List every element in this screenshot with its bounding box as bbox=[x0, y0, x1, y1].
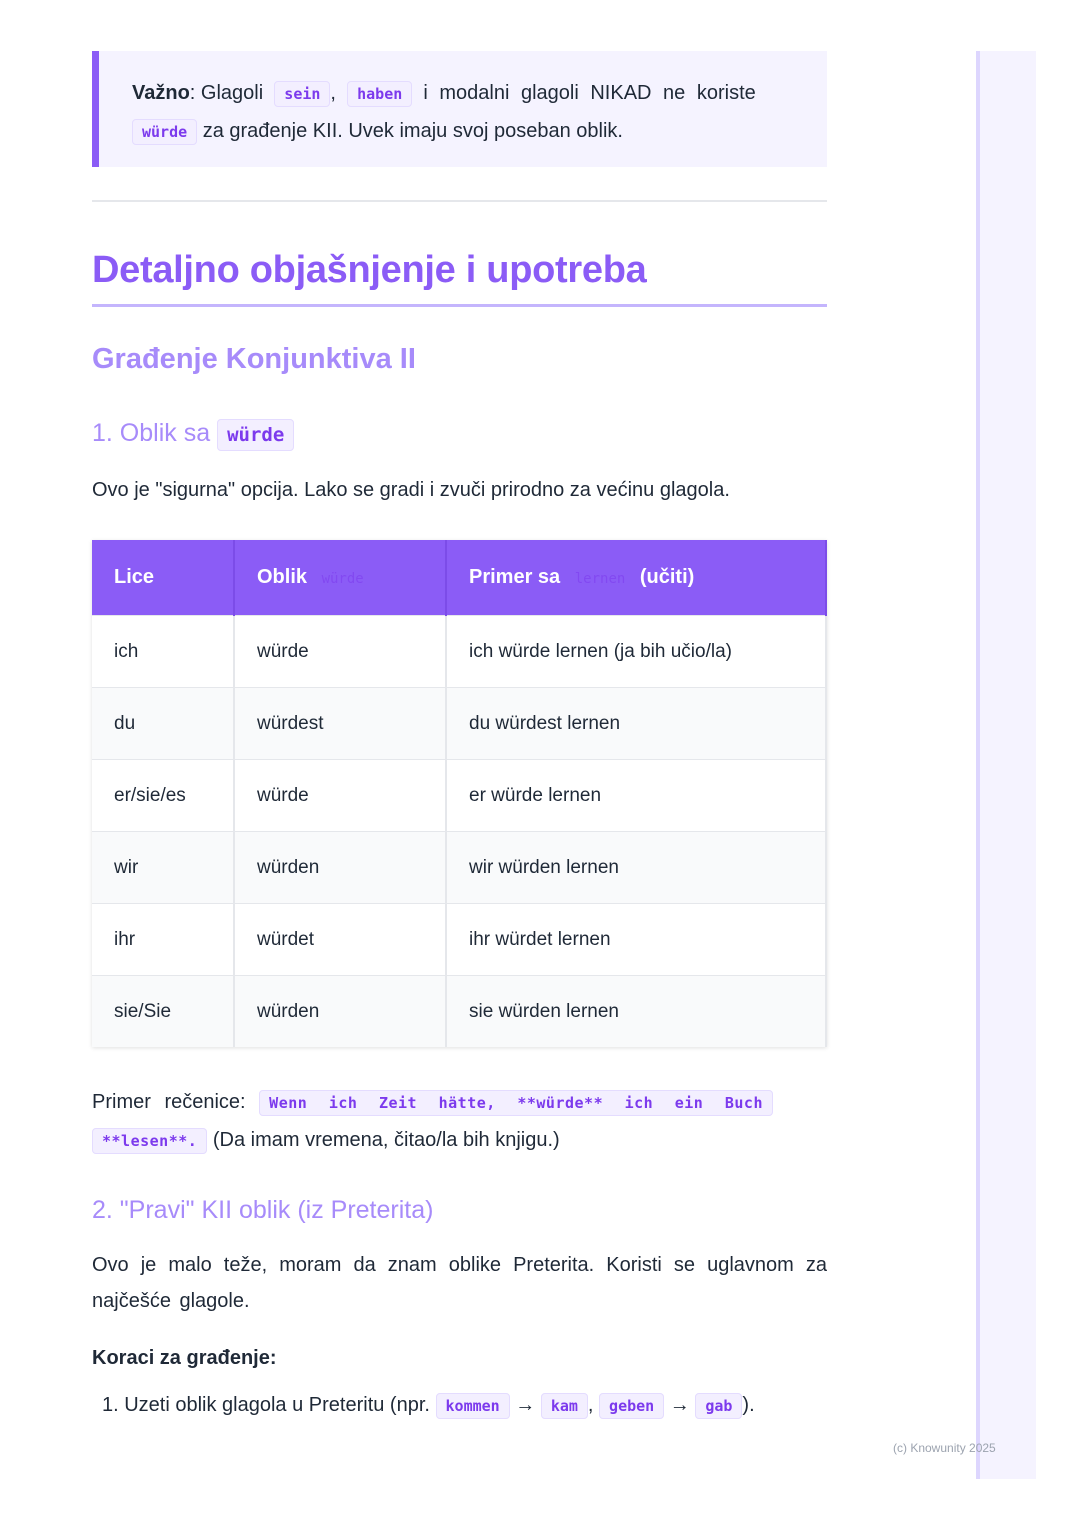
code-gab: gab bbox=[695, 1393, 742, 1419]
th-lice-label: Lice bbox=[114, 566, 155, 588]
note-text-3: za građenje KII. Uvek imaju svoj poseban oblik. bbox=[202, 120, 623, 142]
example-label: Primer rečenice: bbox=[92, 1091, 246, 1113]
divider bbox=[92, 200, 827, 202]
subsection-2-heading: 2. "Pravi" KII oblik (iz Preterita) bbox=[92, 1196, 434, 1224]
step-1-text: 1. Uzeti oblik glagola u Preteritu (npr. bbox=[102, 1394, 430, 1416]
cell-oblik: würde bbox=[234, 760, 446, 832]
heading-underline bbox=[92, 304, 827, 307]
table-row bbox=[92, 976, 826, 1048]
steps-list bbox=[92, 1394, 755, 1417]
note-text-2: i modalni glagoli NIKAD ne koriste bbox=[423, 82, 756, 104]
table-row bbox=[92, 904, 826, 976]
cell-lice: sie/Sie bbox=[92, 976, 234, 1048]
section-heading: Građenje Konjunktiva II bbox=[92, 343, 416, 375]
step-end: ). bbox=[742, 1394, 755, 1416]
example-code-2: **lesen**. bbox=[92, 1128, 207, 1154]
code-kommen: kommen bbox=[436, 1393, 510, 1419]
table-row bbox=[92, 616, 826, 688]
subsection-1-code: würde bbox=[217, 419, 294, 451]
arrow-icon: → bbox=[515, 1394, 536, 1416]
th-oblik bbox=[234, 540, 446, 616]
code-geben: geben bbox=[599, 1393, 664, 1419]
th-primer-code: lernen bbox=[574, 571, 626, 587]
cell-oblik: würde bbox=[234, 616, 446, 688]
cell-lice: ihr bbox=[92, 904, 234, 976]
cell-oblik: würdest bbox=[234, 688, 446, 760]
subsection-1-title: 1. Oblik sa bbox=[92, 419, 211, 447]
subsection-2-intro: Ovo je malo teže, moram da znam oblike Preterita. Koristi se uglavnom za najčešće glagole. bbox=[92, 1254, 827, 1312]
page-heading: Detaljno objašnjenje i upotreba bbox=[92, 249, 647, 291]
code-haben: haben bbox=[347, 81, 412, 107]
cell-primer: wir würden lernen bbox=[446, 832, 826, 904]
cell-lice: wir bbox=[92, 832, 234, 904]
cell-primer: er würde lernen bbox=[446, 760, 826, 832]
note-label: Važno bbox=[132, 82, 190, 104]
cell-primer: du würdest lernen bbox=[446, 688, 826, 760]
example-sentence bbox=[92, 1084, 827, 1160]
note-comma: , bbox=[330, 82, 336, 104]
th-primer bbox=[446, 540, 826, 616]
subsection-1-intro: Ovo je "sigurna" opcija. Lako se gradi i zvuči prirodno za većinu glagola. bbox=[92, 479, 730, 501]
table-row bbox=[92, 760, 826, 832]
cell-primer: sie würden lernen bbox=[446, 976, 826, 1048]
cell-primer: ihr würdet lernen bbox=[446, 904, 826, 976]
table-row bbox=[92, 688, 826, 760]
arrow-icon: → bbox=[669, 1394, 690, 1416]
cell-lice: ich bbox=[92, 616, 234, 688]
code-sein: sein bbox=[274, 81, 330, 107]
subsection-1-heading bbox=[92, 419, 294, 448]
cell-oblik: würden bbox=[234, 832, 446, 904]
cell-lice: du bbox=[92, 688, 234, 760]
sidebar-panel bbox=[976, 51, 1036, 1479]
copyright-footer: (c) Knowunity 2025 bbox=[893, 1441, 996, 1455]
code-kam: kam bbox=[541, 1393, 588, 1419]
th-primer-label: Primer sa bbox=[469, 566, 561, 588]
cell-oblik: würden bbox=[234, 976, 446, 1048]
code-wurde: würde bbox=[132, 119, 197, 145]
note-text-1: : Glagoli bbox=[189, 82, 264, 104]
cell-lice: er/sie/es bbox=[92, 760, 234, 832]
th-primer-suffix: (učiti) bbox=[639, 566, 695, 588]
cell-primer: ich würde lernen (ja bih učio/la) bbox=[446, 616, 826, 688]
important-note bbox=[92, 51, 827, 167]
steps-title: Koraci za građenje: bbox=[92, 1347, 277, 1369]
step-comma: , bbox=[587, 1394, 594, 1416]
list-item bbox=[102, 1394, 755, 1417]
example-code-1: Wenn ich Zeit hätte, **würde** ich ein Buch bbox=[259, 1090, 773, 1116]
conjugation-table bbox=[92, 540, 827, 1047]
th-oblik-code: würde bbox=[321, 571, 364, 587]
table-header-row bbox=[92, 540, 826, 616]
th-oblik-label: Oblik bbox=[257, 566, 308, 588]
table-row bbox=[92, 832, 826, 904]
cell-oblik: würdet bbox=[234, 904, 446, 976]
example-translation: (Da imam vremena, čitao/la bih knjigu.) bbox=[212, 1129, 560, 1151]
th-lice bbox=[92, 540, 234, 616]
